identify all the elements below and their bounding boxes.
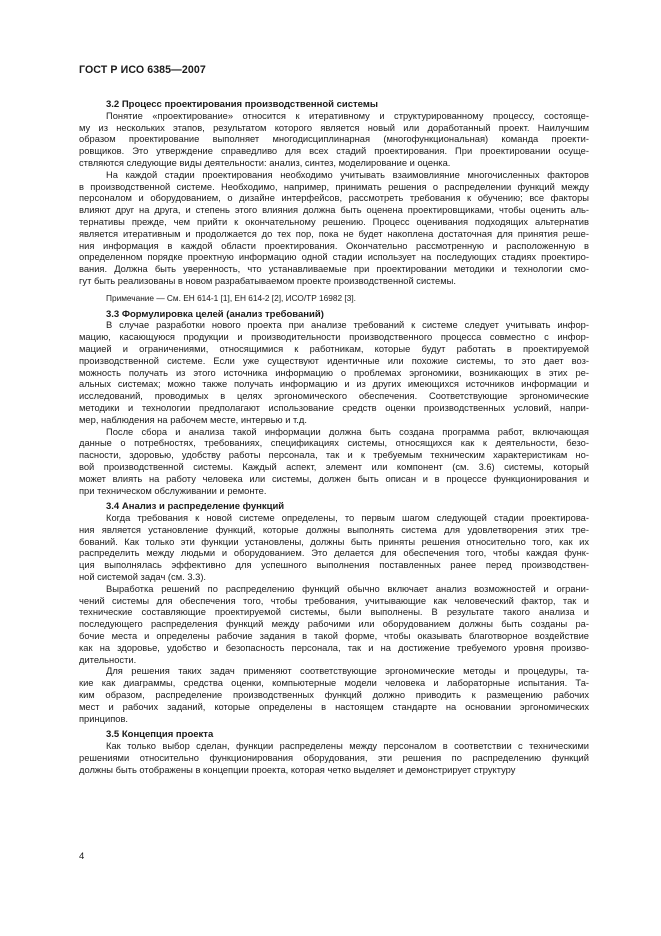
paragraph-line: персоналом и оборудованием, о дизайне интерфейсов, рассмотреть требования к обучению; все факторы — [79, 193, 589, 204]
paragraph-line: принципов. — [79, 713, 129, 724]
paragraph-line: влияют друг на друга, и степень этого влияния должна быть оценена проектировщиками, чтобы оценить аль- — [79, 205, 589, 216]
paragraph-line: вой производственной системы. Каждый аспект, элемент или компонент (см. 3.6) системы, который — [79, 461, 589, 472]
paragraph-line: тернативы прежде, чем прийти к окончательному решению. Процесс оценивания подходящих альтернатив — [79, 216, 589, 227]
paragraph-line: как на здоровье, удобство и безопасность персонала, так и на достижение требуемого уровня произво- — [79, 642, 589, 653]
paragraph-line: му из нескольких этапов, результатом которого является новый или доработанный проект. Наилучшим — [79, 122, 589, 133]
paragraph-line: производственной системе. Если уже существуют идентичные или похожие системы, то это дает воз- — [79, 355, 589, 366]
paragraph-line: бочие места и определены рабочие задания в такой форме, чтобы оказывать благотворное воздействие — [79, 631, 589, 642]
paragraph-line: технические составляющие проектируемой системы, были выполнены. В результате такого анализа и — [79, 607, 589, 618]
paragraph-line: Когда требования к новой системе определены, то первым шагом следующей стадии проектирова- — [106, 513, 589, 524]
paragraph-line: мест и рабочих заданий, которые определены в настоящем стандарте на основании эргономических — [79, 701, 589, 712]
paragraph-line: кие как диаграммы, средства оценки, компьютерные модели человека и лабораторные испытания. Та- — [79, 678, 589, 689]
paragraph-line: решениями относительно функционирования оборудования, эти решения по распределению функций — [79, 753, 589, 764]
paragraph-line: данные о потребностях, требованиях, спецификациях системы, относящихся как к деятельности, безо- — [79, 438, 589, 449]
paragraph-line: вания. Должна быть уверенность, что устанавливаемые при проектировании методики и технологии смо- — [79, 264, 589, 275]
paragraph-line: может влиять на работу человека или системы, должен быть описан и в процессе функционирования и — [79, 473, 589, 484]
paragraph-line: ной системой задач (см. 3.3). — [79, 572, 207, 583]
paragraph-line: ким образом, распределение производственных функций должно приводить к размещению рабочих — [79, 690, 589, 701]
document-header: ГОСТ Р ИСО 6385—2007 — [79, 64, 206, 76]
paragraph-line: На каждой стадии проектирования необходимо учитывать взаимовлияние многочисленных факторов — [106, 169, 589, 180]
paragraph-line: пасности, здоровью, удобству работы персонала, так и к требуемым техническим характеристикам но- — [79, 450, 589, 461]
paragraph-line: В случае разработки нового проекта при анализе требований к системе следует учитывать инфор- — [106, 320, 589, 331]
paragraph-line: чений системы для обеспечения того, чтобы требования, учитывающие как человеческий фактор, так и — [79, 595, 589, 606]
paragraph-line: образом проектирование выполняет многодисциплинарная (многофункциональная) команда проекти- — [79, 134, 589, 145]
paragraph-line: можность получать из этого источника информацию о проблемах эргономики, возникающих в этих ре- — [79, 367, 589, 378]
paragraph-line: ция выполнялась эффективно для успешного выполнения поставленных ранее перед производствен- — [79, 560, 589, 571]
paragraph-line: Как только выбор сделан, функции распределены между персоналом в соответствии с техническими — [106, 741, 589, 752]
paragraph-line: распределить между людьми и оборудованием. Это делается для обеспечения того, чтобы каждая функ- — [79, 548, 589, 559]
paragraph-line: при техническом обслуживании и ремонте. — [79, 485, 267, 496]
paragraph-line: методики и технологии предполагают использование средств оценки производственных условий, напри- — [79, 402, 589, 413]
paragraph-line: Для решения таких задач применяют соответствующие эргономические методы и процедуры, та- — [106, 666, 589, 677]
paragraph-line: ния информация в каждой области проектирования. Окончательно рассмотренную и расположенную в — [79, 240, 589, 251]
paragraph-line: является итеративным и продолжается до тех пор, пока не будет накоплена достаточная для принятия реше- — [79, 228, 589, 239]
paragraph-line: дительности. — [79, 654, 137, 665]
section-heading: 3.5 Концепция проекта — [106, 729, 214, 741]
paragraph-line: Понятие «проектирование» относится к итеративному и структурированному процессу, состояще- — [106, 110, 589, 121]
paragraph-line: Выработка решений по распределению функций обычно включает анализ возможностей и ограни- — [106, 583, 589, 594]
paragraph-line: мацией и ограничениями, относящимися к работникам, которые будут работать в проектируемой — [79, 343, 589, 354]
paragraph-line: ровщиков. Это утверждение справедливо для всех стадий проектирования. При проектировании осуще- — [79, 146, 589, 157]
paragraph-line: гут быть реализованы в новом разрабатываемом проекте производственной системы. — [79, 275, 456, 286]
paragraph-line: мер, наблюдения на рабочем месте, интервью и т.д. — [79, 414, 307, 425]
section-heading: 3.2 Процесс проектирования производственной системы — [106, 99, 378, 110]
paragraph-line: альных системах; можно также получать информацию и из других имеющихся источников информации и — [79, 379, 589, 390]
paragraph-line: бований. Как только эти функции установлены, должны быть приняты решения относительно того, как их — [79, 536, 589, 547]
note: Примечание — См. ЕН 614-1 [1], ЕН 614-2 [2], ИСО/ТР 16982 [3]. — [106, 292, 356, 303]
paragraph-line: должны быть отображены в концепции проекта, которая четко выделяет и демонстрирует структуру — [79, 764, 516, 775]
paragraph-line: ствляются следующие виды деятельности: анализ, синтез, моделирование и оценка. — [79, 157, 451, 168]
paragraph-line: исследований, проводимых в целях эргономического обеспечения. Соответствующие эргономические — [79, 391, 589, 402]
paragraph-line: После сбора и анализа такой информации должна быть создана программа работ, включающая — [106, 426, 589, 437]
paragraph-line: ния является установление функций, которые должны выполнять система для удовлетворения этих тре- — [79, 524, 589, 535]
document-body — [79, 99, 589, 777]
section-heading: 3.3 Формулировка целей (анализ требований) — [106, 308, 324, 320]
paragraph-line: в производственной системе. Необходимо, например, принимать решения о распределении функций между — [79, 181, 589, 192]
section-heading: 3.4 Анализ и распределение функций — [106, 501, 285, 513]
page-number: 4 — [79, 851, 85, 862]
paragraph-line: мацию, касающуюся продукции и производительности производственного процесса совместно с инфор- — [79, 332, 589, 343]
paragraph-line: определенном порядке проектную информацию одной стадии использует на последующих стадиях проектиро- — [79, 252, 589, 263]
paragraph-line: последующего распределения функций между рабочими или оборудованием должны быть созданы ра- — [79, 619, 589, 630]
